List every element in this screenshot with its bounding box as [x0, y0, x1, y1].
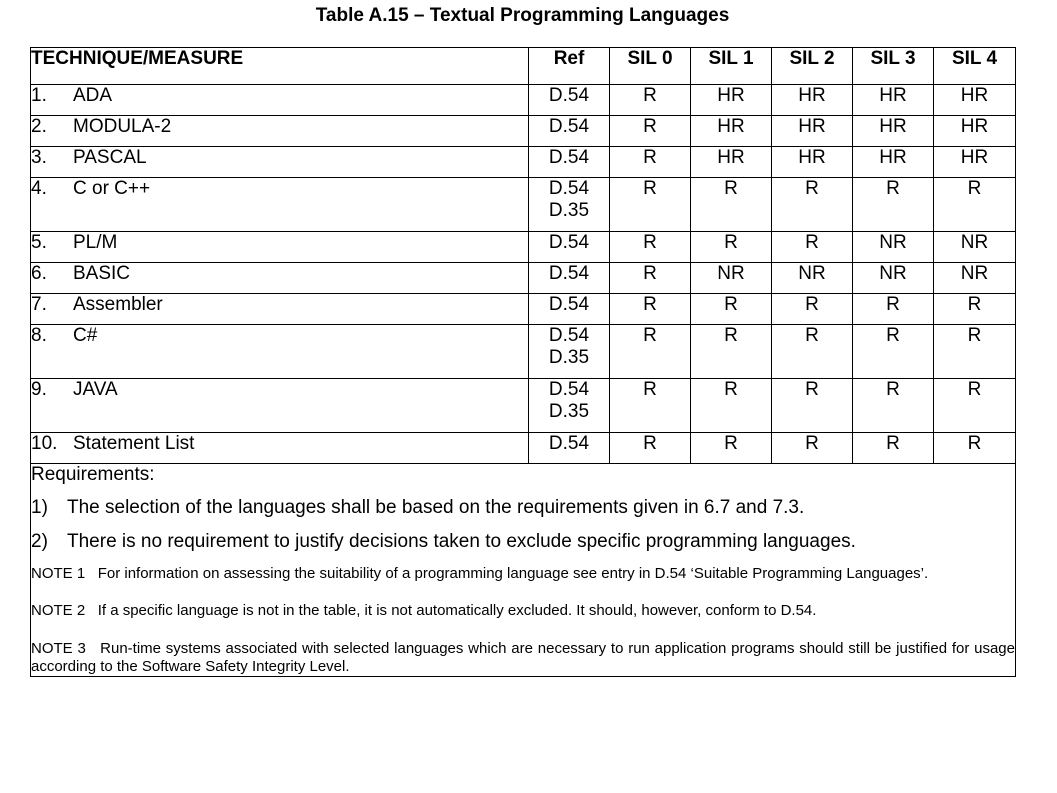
sil3-rating: NR: [853, 263, 934, 294]
sil1-rating: R: [691, 294, 772, 325]
technique-cell: [31, 433, 529, 464]
technique-cell: [31, 325, 529, 379]
note-item: [31, 640, 1015, 676]
table-row: [31, 232, 1016, 263]
sil1-rating: HR: [691, 116, 772, 147]
ref-value: D.54: [548, 232, 590, 253]
note-label: NOTE 3: [31, 640, 86, 657]
header-technique: TECHNIQUE/MEASURE: [31, 48, 529, 85]
sil2-rating: R: [772, 379, 853, 433]
ref-value: D.54: [548, 379, 590, 400]
table-row: [31, 85, 1016, 116]
ref-value: D.54: [548, 294, 590, 315]
technique-name: Statement List: [73, 433, 195, 454]
header-ref: Ref: [529, 48, 610, 85]
notes-cell: [31, 464, 1016, 677]
note-item: [31, 602, 1015, 620]
table-row: [31, 116, 1016, 147]
sil2-rating: R: [772, 232, 853, 263]
techniques-table: [30, 47, 1016, 677]
sil2-rating: R: [772, 294, 853, 325]
sil0-rating: R: [610, 147, 691, 178]
sil3-rating: HR: [853, 147, 934, 178]
ref-cell: [529, 232, 610, 263]
ref-value: D.54: [548, 116, 590, 137]
table-row: [31, 294, 1016, 325]
sil0-rating: R: [610, 85, 691, 116]
header-sil3: SIL 3: [853, 48, 934, 85]
sil0-rating: R: [610, 325, 691, 379]
row-number: 10.: [31, 433, 58, 454]
ref-value: D.54: [548, 178, 590, 199]
technique-cell: [31, 116, 529, 147]
sil0-rating: R: [610, 433, 691, 464]
ref-cell: [529, 263, 610, 294]
table-row: [31, 147, 1016, 178]
ref-value: D.54: [548, 433, 590, 454]
table-title: Table A.15 – Textual Programming Languages: [315, 5, 730, 26]
sil2-rating: R: [772, 433, 853, 464]
sil1-rating: R: [691, 379, 772, 433]
header-row: [31, 48, 1016, 85]
sil4-rating: R: [934, 178, 1016, 232]
ref-value: D.54: [548, 325, 590, 346]
sil4-rating: HR: [934, 147, 1016, 178]
row-number: 6.: [31, 263, 47, 284]
requirements-heading: Requirements:: [31, 464, 155, 485]
table-row: [31, 263, 1016, 294]
sil0-rating: R: [610, 379, 691, 433]
ref-cell: [529, 85, 610, 116]
technique-cell: [31, 379, 529, 433]
technique-name: ADA: [73, 85, 113, 106]
technique-cell: [31, 147, 529, 178]
row-number: 4.: [31, 178, 47, 199]
header-sil4: SIL 4: [934, 48, 1016, 85]
requirement-text: The selection of the languages shall be based on the requirements given in 6.7 and 7.3.: [67, 497, 805, 518]
note-label: NOTE 1: [31, 565, 86, 582]
sil3-rating: NR: [853, 232, 934, 263]
sil0-rating: R: [610, 263, 691, 294]
ref-value-secondary: D.35: [548, 347, 590, 368]
requirement-item: [31, 531, 1015, 553]
ref-cell: [529, 325, 610, 379]
sil2-rating: NR: [772, 263, 853, 294]
row-number: 5.: [31, 232, 47, 253]
technique-name: BASIC: [73, 263, 131, 284]
ref-cell: [529, 147, 610, 178]
requirement-number: 2): [31, 531, 48, 552]
sil3-rating: HR: [853, 116, 934, 147]
ref-value: D.54: [548, 263, 590, 284]
table-row: [31, 178, 1016, 232]
row-number: 2.: [31, 116, 47, 137]
ref-cell: [529, 294, 610, 325]
note-text: Run-time systems associated with selected languages which are necessary to run application programs should still be justified for usage according to the Software Safety Integrity Level.: [31, 640, 1015, 675]
header-sil2: SIL 2: [772, 48, 853, 85]
sil4-rating: NR: [934, 232, 1016, 263]
technique-name: PASCAL: [73, 147, 147, 168]
technique-name: PL/M: [73, 232, 118, 253]
ref-cell: [529, 178, 610, 232]
technique-cell: [31, 178, 529, 232]
technique-cell: [31, 263, 529, 294]
sil0-rating: R: [610, 178, 691, 232]
row-number: 1.: [31, 85, 47, 106]
ref-value: D.54: [548, 147, 590, 168]
technique-cell: [31, 85, 529, 116]
row-number: 9.: [31, 379, 47, 400]
row-number: 8.: [31, 325, 47, 346]
sil2-rating: HR: [772, 147, 853, 178]
sil0-rating: R: [610, 232, 691, 263]
requirement-number: 1): [31, 497, 48, 518]
sil3-rating: R: [853, 178, 934, 232]
header-sil1: SIL 1: [691, 48, 772, 85]
sil4-rating: R: [934, 325, 1016, 379]
sil2-rating: R: [772, 325, 853, 379]
note-text: For information on assessing the suitability of a programming language see entry in D.54 ‘Suitable Programming Languages’.: [97, 565, 929, 582]
sil2-rating: HR: [772, 85, 853, 116]
sil3-rating: R: [853, 379, 934, 433]
sil3-rating: R: [853, 433, 934, 464]
technique-name: MODULA-2: [73, 116, 172, 137]
row-number: 7.: [31, 294, 47, 315]
table-row: [31, 433, 1016, 464]
sil0-rating: R: [610, 116, 691, 147]
table-row: [31, 379, 1016, 433]
sil1-rating: HR: [691, 147, 772, 178]
sil4-rating: HR: [934, 116, 1016, 147]
sil4-rating: NR: [934, 263, 1016, 294]
sil4-rating: R: [934, 433, 1016, 464]
sil3-rating: HR: [853, 85, 934, 116]
sil4-rating: R: [934, 294, 1016, 325]
technique-name: Assembler: [73, 294, 163, 315]
row-number: 3.: [31, 147, 47, 168]
ref-value-secondary: D.35: [548, 200, 590, 221]
technique-name: C or C++: [73, 178, 151, 199]
technique-name: C#: [73, 325, 98, 346]
note-text: If a specific language is not in the table, it is not automatically excluded. It should, however, conform to D.54.: [97, 602, 817, 619]
ref-value-secondary: D.35: [548, 401, 590, 422]
sil3-rating: R: [853, 325, 934, 379]
sil1-rating: R: [691, 232, 772, 263]
technique-name: JAVA: [73, 379, 118, 400]
sil4-rating: HR: [934, 85, 1016, 116]
technique-cell: [31, 232, 529, 263]
sil1-rating: HR: [691, 85, 772, 116]
ref-cell: [529, 433, 610, 464]
notes-row: [31, 464, 1016, 677]
sil3-rating: R: [853, 294, 934, 325]
sil1-rating: R: [691, 433, 772, 464]
sil2-rating: R: [772, 178, 853, 232]
sil4-rating: R: [934, 379, 1016, 433]
technique-cell: [31, 294, 529, 325]
ref-value: D.54: [548, 85, 590, 106]
table-row: [31, 325, 1016, 379]
requirement-item: [31, 497, 1015, 519]
header-sil0: SIL 0: [610, 48, 691, 85]
ref-cell: [529, 379, 610, 433]
sil1-rating: R: [691, 178, 772, 232]
ref-cell: [529, 116, 610, 147]
note-label: NOTE 2: [31, 602, 86, 619]
sil1-rating: NR: [691, 263, 772, 294]
sil1-rating: R: [691, 325, 772, 379]
note-item: [31, 565, 1015, 583]
sil0-rating: R: [610, 294, 691, 325]
sil2-rating: HR: [772, 116, 853, 147]
requirement-text: There is no requirement to justify decisions taken to exclude specific programming languages.: [67, 531, 856, 552]
